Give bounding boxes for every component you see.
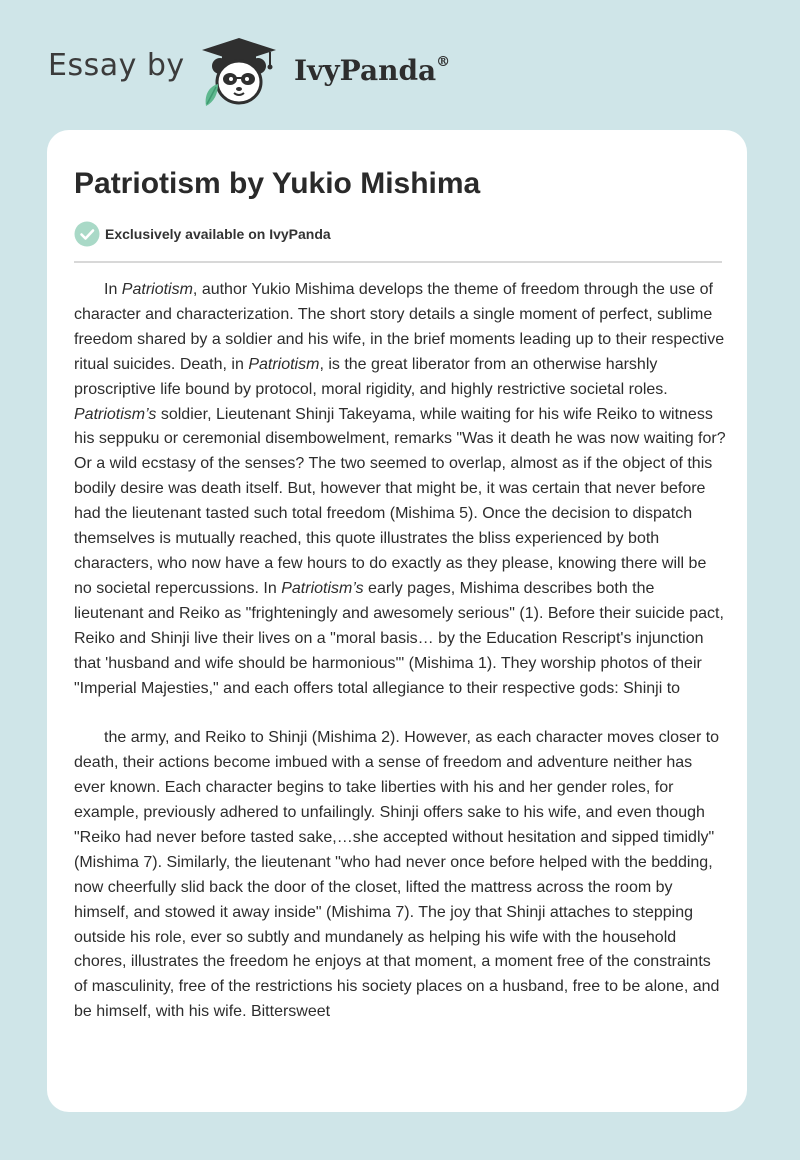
exclusive-badge-text: Exclusively available on IvyPanda — [105, 226, 331, 242]
italic-title-text: Patriotism — [248, 355, 320, 373]
paragraph-text: the army, and Reiko to Shinji (Mishima 2). However, as each character moves closer to death, their actions become imbued with a sense of freedom and adventure neither has ever known. Each character begins to take liberties with his and her gender roles, for example, previously adhered to unfailingly. Shinji offers sake to his wife, and even though "Reiko had never before tasted sake,…she accepted without hesitation and sipped timidly" (Mishima 7). Similarly, the lieutenant "who had never once before helped with the bedding, now cheerfully slid back the door of the closet, lifted the mattress across the room by himself, and stowed it away inside" (Mishima 7). The joy that Shinji attaches to stepping outside his role, ever so subtly and mundanely as helping his wife with the household chores, illustrates the freedom he enjoys at that moment, a moment free of the constraints of masculinity, free of the restrictions his society places on a husband, free to be alone, and be himself, with his wife. Bittersweet — [74, 729, 720, 1021]
paragraph-text: In — [104, 281, 122, 298]
panda-graduate-icon[interactable] — [200, 36, 278, 108]
essay-card — [47, 130, 747, 1112]
essay-paragraph — [74, 726, 726, 1025]
registered-mark: ® — [436, 54, 451, 70]
essay-paragraph — [74, 278, 726, 701]
italic-title-text: Patriotism’s — [281, 579, 364, 597]
brand-text: IvyPanda — [294, 54, 437, 87]
page-title: Patriotism by Yukio Mishima — [74, 167, 481, 200]
brand-name[interactable] — [294, 54, 450, 87]
italic-title-text: Patriotism’s — [74, 405, 157, 423]
site-header — [0, 0, 800, 120]
paragraph-text: soldier, Lieutenant Shinji Takeyama, while waiting for his wife Reiko to witness his seppuku or ceremonial disembowelment, remarks "Was it death he was now waiting for? Or a wild ecstasy of the senses? The two seemed to overlap, almost as if the object of this bodily desire was death itself. But, however that might be, it was certain that never before had the lieutenant tasted such total freedom (Mishima 5). Once the decision to dispatch themselves is mutually reached, this quote illustrates the bliss experienced by both characters, who now have a few hours to do exactly as they please, knowing there will be no societal repercussions. In — [74, 405, 726, 597]
essay-body — [74, 278, 726, 1025]
essay-by-label: Essay by — [48, 48, 185, 83]
divider — [74, 261, 722, 263]
paragraph-text: early pages, Mishima describes both the lieutenant and Reiko as "frighteningly and awesomely serious" (1). Before their suicide pact, Reiko and Shinji live their lives on a "moral basis… by the Education Rescript's injunction that 'husband and wife should be harmonious'" (Mishima 1). They worship photos of their "Imperial Majesties," and each offers total allegiance to their respective gods: Shinji to — [74, 579, 724, 697]
paragraph-text: , is the great liberator from an otherwise harshly proscriptive life bound by protocol, moral rigidity, and highly restrictive societal roles. — [74, 355, 668, 398]
exclusive-badge — [74, 221, 331, 247]
paragraph-text: , author Yukio Mishima develops the theme of freedom through the use of character and characterization. The short story details a single moment of perfect, sublime freedom shared by a soldier and his wife, in the brief moments leading up to their respective ritual suicides. Death, in — [74, 281, 725, 373]
italic-title-text: Patriotism — [121, 281, 193, 298]
check-circle-icon — [74, 221, 100, 247]
